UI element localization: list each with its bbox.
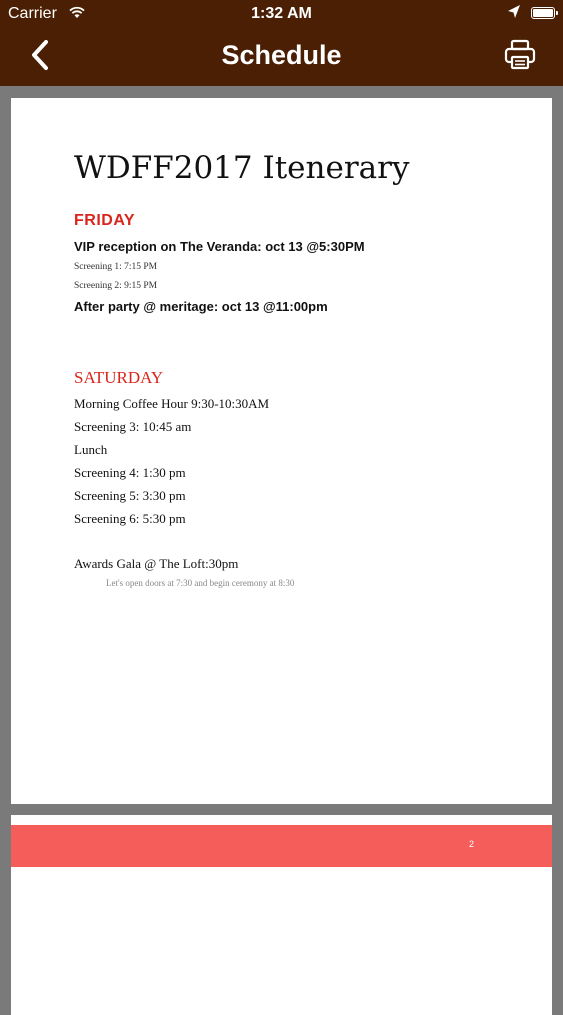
location-arrow-icon — [507, 4, 521, 20]
page-header-band — [11, 825, 552, 867]
saturday-item: Screening 4: 1:30 pm — [74, 465, 186, 480]
printer-icon[interactable] — [503, 38, 537, 72]
friday-heading: FRIDAY — [74, 212, 136, 229]
saturday-item: Lunch — [74, 442, 108, 457]
status-bar — [0, 0, 563, 28]
battery-icon — [531, 7, 555, 19]
document-page-1 — [11, 98, 552, 804]
top-header — [0, 0, 563, 86]
page-number: 2 — [469, 839, 475, 849]
saturday-item: Screening 5: 3:30 pm — [74, 488, 186, 503]
carrier-label: Carrier — [8, 5, 57, 22]
saturday-item: Awards Gala @ The Loft:30pm — [74, 556, 239, 571]
gala-note: Let's open doors at 7:30 and begin ceremony at 8:30 — [106, 578, 295, 588]
document-page-2 — [11, 815, 552, 1015]
friday-item: Screening 2: 9:15 PM — [74, 281, 158, 291]
status-time: 1:32 AM — [251, 5, 312, 22]
friday-item: After party @ meritage: oct 13 @11:00pm — [74, 299, 328, 314]
page-title: Schedule — [221, 40, 342, 70]
saturday-item: Screening 6: 5:30 pm — [74, 511, 186, 526]
saturday-item: Morning Coffee Hour 9:30-10:30AM — [74, 396, 270, 411]
saturday-item: Screening 3: 10:45 am — [74, 419, 192, 434]
navigation-bar — [0, 30, 563, 82]
friday-item: Screening 1: 7:15 PM — [74, 262, 158, 272]
document-title: WDFF2017 Itenerary — [74, 150, 410, 186]
saturday-heading: SATURDAY — [74, 368, 164, 387]
friday-item: VIP reception on The Veranda: oct 13 @5:30PM — [74, 239, 365, 254]
